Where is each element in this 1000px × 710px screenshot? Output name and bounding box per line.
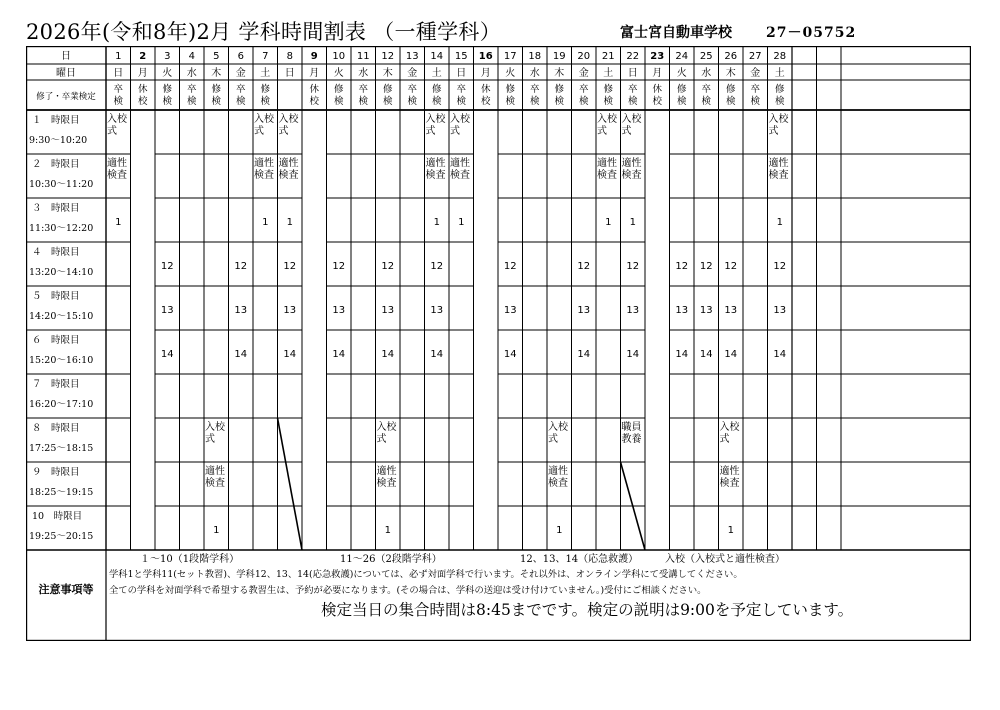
exam-mark: 修 bbox=[431, 84, 442, 95]
exam-mark: 休 bbox=[137, 84, 148, 95]
weekday-label: 木 bbox=[382, 68, 393, 79]
period-time: 10:30～11:20 bbox=[29, 179, 94, 190]
lesson-number: 12 bbox=[577, 261, 591, 272]
exam-mark: 検 bbox=[676, 96, 687, 107]
exam-mark: 修 bbox=[382, 84, 393, 95]
weekday-label: 金 bbox=[750, 68, 761, 79]
lesson-cell: 入校 bbox=[278, 114, 299, 125]
exam-mark: 検 bbox=[431, 96, 442, 107]
day-number: 13 bbox=[405, 51, 419, 62]
lesson-number: 14 bbox=[332, 349, 346, 360]
lesson-number: 1 bbox=[776, 217, 783, 228]
lesson-cell: 式 bbox=[254, 126, 264, 137]
lesson-cell: 式 bbox=[278, 126, 289, 137]
weekday-label: 日 bbox=[627, 68, 638, 79]
notes-line-2: 全ての学科を対面学科で希望する教習生は、予約が必要になります。(その場合は、学科の送迎は受け付けていません。)受付にご相談ください。 bbox=[109, 585, 707, 596]
exam-mark: 修 bbox=[676, 84, 687, 95]
lesson-cell: 適性 bbox=[719, 466, 740, 477]
day-number: 17 bbox=[503, 51, 517, 62]
lesson-cell: 適性 bbox=[254, 158, 274, 169]
lesson-number: 12 bbox=[626, 261, 640, 272]
lesson-cell: 適性 bbox=[597, 158, 617, 169]
day-number: 5 bbox=[213, 51, 220, 62]
period-label: ７ 時限目 bbox=[32, 379, 80, 390]
weekday-label: 火 bbox=[505, 68, 516, 79]
legend-first-aid: 12、13、14（応急救護） bbox=[520, 554, 639, 565]
exam-mark: 修 bbox=[162, 84, 173, 95]
lesson-cell: 適性 bbox=[425, 158, 446, 169]
exam-mark: 検 bbox=[358, 96, 369, 107]
page-title: 2026年(令和8年)2月 学科時間割表 （一種学科） bbox=[26, 20, 501, 44]
period-time: 11:30～12:20 bbox=[29, 223, 94, 234]
period-time: 13:20～14:10 bbox=[29, 267, 94, 278]
lesson-cell: 入校 bbox=[205, 422, 225, 433]
day-number: 21 bbox=[601, 51, 615, 62]
lesson-number: 13 bbox=[234, 305, 248, 316]
exam-mark: 検 bbox=[113, 96, 124, 107]
day-number: 23 bbox=[650, 51, 665, 62]
lesson-cell: 適性 bbox=[621, 158, 642, 169]
lesson-cell: 検査 bbox=[621, 170, 642, 181]
exam-mark: 卒 bbox=[358, 84, 369, 95]
exam-mark: 卒 bbox=[701, 84, 712, 95]
exam-mark: 検 bbox=[725, 96, 736, 107]
period-label: ３ 時限目 bbox=[32, 203, 80, 214]
weekday-label: 月 bbox=[309, 68, 320, 79]
legend-stage1: １～10（1段階学科） bbox=[140, 554, 240, 565]
day-number: 11 bbox=[356, 51, 370, 62]
lesson-cell: 適性 bbox=[205, 466, 225, 477]
period-time: 18:25～19:15 bbox=[29, 487, 94, 498]
lesson-cell: 入校 bbox=[376, 422, 397, 433]
exam-mark: 修 bbox=[211, 84, 222, 95]
weekday-label: 水 bbox=[701, 68, 712, 79]
lesson-cell: 適性 bbox=[107, 158, 127, 169]
lesson-number: 1 bbox=[433, 217, 440, 228]
period-label: ８ 時限目 bbox=[32, 423, 80, 434]
lesson-cell: 入校 bbox=[548, 422, 568, 433]
lesson-number: 1 bbox=[262, 217, 269, 228]
lesson-cell: 入校 bbox=[107, 114, 127, 125]
lesson-number: 1 bbox=[629, 217, 636, 228]
exam-mark: 検 bbox=[260, 96, 271, 107]
lesson-number: 14 bbox=[160, 349, 174, 360]
weekday-label: 土 bbox=[603, 68, 614, 79]
day-number: 7 bbox=[262, 51, 269, 62]
lesson-cell: 入校 bbox=[621, 114, 642, 125]
day-number: 19 bbox=[552, 51, 566, 62]
lesson-number: 12 bbox=[234, 261, 248, 272]
exam-mark: 卒 bbox=[235, 84, 246, 95]
weekday-label: 月 bbox=[480, 68, 491, 79]
lesson-cell: 検査 bbox=[719, 478, 740, 489]
lesson-cell: 入校 bbox=[450, 114, 470, 125]
day-number: 9 bbox=[310, 51, 318, 62]
lesson-number: 14 bbox=[430, 349, 444, 360]
exam-mark: 卒 bbox=[529, 84, 540, 95]
lesson-cell: 式 bbox=[621, 126, 632, 137]
exam-mark: 卒 bbox=[627, 84, 638, 95]
period-label: ６ 時限目 bbox=[32, 335, 80, 346]
weekday-label: 水 bbox=[358, 68, 369, 79]
exam-mark: 検 bbox=[774, 96, 785, 107]
lesson-number: 13 bbox=[160, 305, 174, 316]
lesson-number: 13 bbox=[577, 305, 591, 316]
lesson-cell: 検査 bbox=[205, 478, 225, 489]
day-number: 26 bbox=[724, 51, 738, 62]
exam-mark: 卒 bbox=[407, 84, 418, 95]
lesson-number: 1 bbox=[286, 217, 293, 228]
weekday-label: 土 bbox=[431, 68, 442, 79]
exam-mark: 検 bbox=[186, 96, 197, 107]
exam-mark: 検 bbox=[211, 96, 222, 107]
weekday-label: 木 bbox=[725, 68, 736, 79]
exam-mark: 卒 bbox=[186, 84, 197, 95]
lesson-cell: 検査 bbox=[450, 170, 470, 181]
day-number: 24 bbox=[675, 51, 689, 62]
lesson-cell: 適性 bbox=[376, 466, 397, 477]
day-number: 6 bbox=[237, 51, 244, 62]
period-label: ２ 時限目 bbox=[32, 159, 80, 170]
weekday-label: 土 bbox=[260, 68, 271, 79]
lesson-cell: 検査 bbox=[376, 478, 397, 489]
weekday-label: 木 bbox=[211, 68, 222, 79]
lesson-number: 14 bbox=[699, 349, 713, 360]
day-number: 27 bbox=[748, 51, 762, 62]
lesson-number: 1 bbox=[213, 525, 220, 536]
lesson-number: 14 bbox=[773, 349, 787, 360]
lesson-cell: 検査 bbox=[278, 170, 299, 181]
lesson-cell: 式 bbox=[719, 434, 730, 445]
weekday-label: 火 bbox=[162, 68, 173, 79]
exam-mark: 検 bbox=[701, 96, 712, 107]
lesson-number: 12 bbox=[724, 261, 738, 272]
exam-mark: 修 bbox=[333, 84, 344, 95]
day-number: 28 bbox=[773, 51, 787, 62]
weekday-label: 水 bbox=[186, 68, 197, 79]
notes-label: 注意事項等 bbox=[38, 583, 94, 596]
exam-mark: 検 bbox=[627, 96, 638, 107]
lesson-cell: 式 bbox=[768, 126, 779, 137]
lesson-number: 14 bbox=[234, 349, 248, 360]
exam-mark: 休 bbox=[480, 84, 491, 95]
lesson-cell: 検査 bbox=[768, 170, 789, 181]
lesson-cell: 入校 bbox=[425, 114, 446, 125]
weekday-label: 金 bbox=[407, 68, 418, 79]
lesson-number: 12 bbox=[699, 261, 713, 272]
lesson-cell: 適性 bbox=[548, 466, 568, 477]
lesson-number: 1 bbox=[458, 217, 465, 228]
exam-mark: 検 bbox=[554, 96, 565, 107]
weekday-label: 木 bbox=[554, 68, 565, 79]
row-label-exam: 修了・卒業検定 bbox=[36, 92, 96, 102]
lesson-number: 12 bbox=[283, 261, 297, 272]
exam-mark: 修 bbox=[505, 84, 516, 95]
day-number: 8 bbox=[286, 51, 293, 62]
notes-line-3: 検定当日の集合時間は8:45までです。検定の説明は9:00を予定しています。 bbox=[321, 601, 854, 619]
timetable-grid bbox=[26, 46, 971, 641]
lesson-number: 13 bbox=[381, 305, 395, 316]
weekday-label: 水 bbox=[529, 68, 540, 79]
exam-mark: 修 bbox=[603, 84, 614, 95]
exam-mark: 検 bbox=[382, 96, 393, 107]
day-number: 22 bbox=[626, 51, 640, 62]
lesson-number: 1 bbox=[556, 525, 563, 536]
lesson-number: 12 bbox=[503, 261, 517, 272]
lesson-cell: 検査 bbox=[425, 170, 446, 181]
school-name: 富士宮自動車学校 bbox=[620, 25, 732, 41]
exam-mark: 校 bbox=[309, 96, 320, 107]
weekday-label: 火 bbox=[676, 68, 687, 79]
exam-mark: 校 bbox=[480, 96, 491, 107]
period-time: 15:20～16:10 bbox=[29, 355, 94, 366]
period-time: 14:20～15:10 bbox=[29, 311, 94, 322]
row-label-day: 日 bbox=[61, 51, 71, 62]
day-number: 15 bbox=[454, 51, 468, 62]
exam-mark: 修 bbox=[554, 84, 565, 95]
lesson-number: 14 bbox=[675, 349, 689, 360]
lesson-number: 14 bbox=[626, 349, 640, 360]
lesson-number: 1 bbox=[605, 217, 612, 228]
row-label-weekday: 曜日 bbox=[56, 68, 76, 79]
lesson-cell: 式 bbox=[376, 434, 387, 445]
lesson-number: 13 bbox=[503, 305, 517, 316]
exam-mark: 卒 bbox=[578, 84, 589, 95]
lesson-number: 13 bbox=[332, 305, 346, 316]
exam-mark: 検 bbox=[456, 96, 467, 107]
lesson-number: 12 bbox=[332, 261, 346, 272]
weekday-label: 火 bbox=[333, 68, 344, 79]
day-number: 12 bbox=[381, 51, 395, 62]
period-label: 10 時限目 bbox=[32, 511, 83, 522]
lesson-cell: 式 bbox=[597, 126, 607, 137]
lesson-number: 13 bbox=[675, 305, 689, 316]
exam-mark: 修 bbox=[774, 84, 785, 95]
day-number: 3 bbox=[164, 51, 171, 62]
day-number: 14 bbox=[430, 51, 444, 62]
lesson-number: 13 bbox=[699, 305, 713, 316]
exam-mark: 検 bbox=[505, 96, 516, 107]
weekday-label: 金 bbox=[235, 68, 246, 79]
exam-mark: 休 bbox=[652, 84, 663, 95]
lesson-number: 1 bbox=[115, 217, 122, 228]
lesson-cell: 入校 bbox=[768, 114, 789, 125]
day-number: 18 bbox=[528, 51, 542, 62]
exam-mark: 校 bbox=[652, 96, 663, 107]
lesson-cell: 検査 bbox=[254, 170, 274, 181]
lesson-cell: 適性 bbox=[278, 158, 299, 169]
lesson-number: 14 bbox=[381, 349, 395, 360]
weekday-label: 月 bbox=[652, 68, 663, 79]
exam-mark: 修 bbox=[260, 84, 271, 95]
lesson-cell: 式 bbox=[205, 434, 215, 445]
lesson-number: 13 bbox=[773, 305, 787, 316]
exam-mark: 検 bbox=[603, 96, 614, 107]
period-time: 9:30～10:20 bbox=[29, 135, 88, 146]
period-time: 17:25～18:15 bbox=[29, 443, 94, 454]
day-number: 2 bbox=[139, 51, 147, 62]
weekday-label: 月 bbox=[137, 68, 148, 79]
lesson-cell: 式 bbox=[107, 126, 117, 137]
exam-mark: 休 bbox=[309, 84, 320, 95]
lesson-number: 12 bbox=[381, 261, 395, 272]
exam-mark: 卒 bbox=[113, 84, 124, 95]
exam-mark: 卒 bbox=[456, 84, 467, 95]
lesson-number: 14 bbox=[724, 349, 738, 360]
day-number: 16 bbox=[478, 51, 493, 62]
lesson-number: 14 bbox=[577, 349, 591, 360]
school-code: 27－05752 bbox=[766, 25, 857, 41]
exam-mark: 検 bbox=[333, 96, 344, 107]
notes-line-1: 学科1と学科11(セット教習)、学科12、13、14(応急救護)については、必ず対面学科で行います。それ以外は、オンライン学科にて受講してください。 bbox=[109, 569, 743, 580]
weekday-label: 日 bbox=[284, 68, 295, 79]
lesson-cell: 入校 bbox=[254, 114, 274, 125]
period-label: ５ 時限目 bbox=[32, 291, 80, 302]
lesson-number: 13 bbox=[430, 305, 444, 316]
period-label: ９ 時限目 bbox=[32, 467, 80, 478]
exam-mark: 検 bbox=[235, 96, 246, 107]
weekday-label: 日 bbox=[113, 68, 124, 79]
lesson-number: 12 bbox=[773, 261, 787, 272]
day-number: 4 bbox=[188, 51, 195, 62]
lesson-number: 14 bbox=[283, 349, 297, 360]
lesson-number: 12 bbox=[160, 261, 174, 272]
lesson-cell: 教養 bbox=[621, 434, 642, 445]
legend-admission: 入校（入校式と適性検査） bbox=[665, 554, 785, 565]
lesson-number: 1 bbox=[727, 525, 734, 536]
lesson-number: 12 bbox=[675, 261, 689, 272]
weekday-label: 日 bbox=[456, 68, 467, 79]
lesson-cell: 入校 bbox=[719, 422, 740, 433]
day-number: 10 bbox=[332, 51, 346, 62]
lesson-cell: 式 bbox=[548, 434, 558, 445]
exam-mark: 検 bbox=[162, 96, 173, 107]
exam-mark: 検 bbox=[407, 96, 418, 107]
period-label: ４ 時限目 bbox=[32, 247, 80, 258]
lesson-cell: 式 bbox=[450, 126, 460, 137]
lesson-cell: 入校 bbox=[597, 114, 617, 125]
lesson-number: 1 bbox=[384, 525, 391, 536]
lesson-number: 13 bbox=[724, 305, 738, 316]
weekday-label: 土 bbox=[774, 68, 785, 79]
day-number: 1 bbox=[115, 51, 122, 62]
lesson-cell: 職員 bbox=[621, 422, 642, 433]
exam-mark: 校 bbox=[137, 96, 148, 107]
lesson-number: 13 bbox=[626, 305, 640, 316]
lesson-cell: 適性 bbox=[768, 158, 789, 169]
period-time: 16:20～17:10 bbox=[29, 399, 94, 410]
header bbox=[26, 16, 971, 46]
lesson-number: 14 bbox=[503, 349, 517, 360]
lesson-cell: 式 bbox=[425, 126, 436, 137]
lesson-cell: 適性 bbox=[450, 158, 470, 169]
legend-stage2: 11～26（2段階学科） bbox=[340, 554, 442, 565]
exam-mark: 検 bbox=[529, 96, 540, 107]
exam-mark: 卒 bbox=[750, 84, 761, 95]
slash-line bbox=[278, 418, 303, 550]
day-number: 20 bbox=[577, 51, 591, 62]
lesson-cell: 検査 bbox=[107, 170, 127, 181]
lesson-number: 12 bbox=[430, 261, 444, 272]
weekday-label: 金 bbox=[578, 68, 589, 79]
exam-mark: 検 bbox=[750, 96, 761, 107]
day-number: 25 bbox=[699, 51, 713, 62]
lesson-cell: 検査 bbox=[548, 478, 568, 489]
exam-mark: 修 bbox=[725, 84, 736, 95]
lesson-cell: 検査 bbox=[597, 170, 617, 181]
period-label: １ 時限目 bbox=[32, 115, 80, 126]
exam-mark: 検 bbox=[578, 96, 589, 107]
period-time: 19:25～20:15 bbox=[29, 531, 94, 542]
lesson-number: 13 bbox=[283, 305, 297, 316]
